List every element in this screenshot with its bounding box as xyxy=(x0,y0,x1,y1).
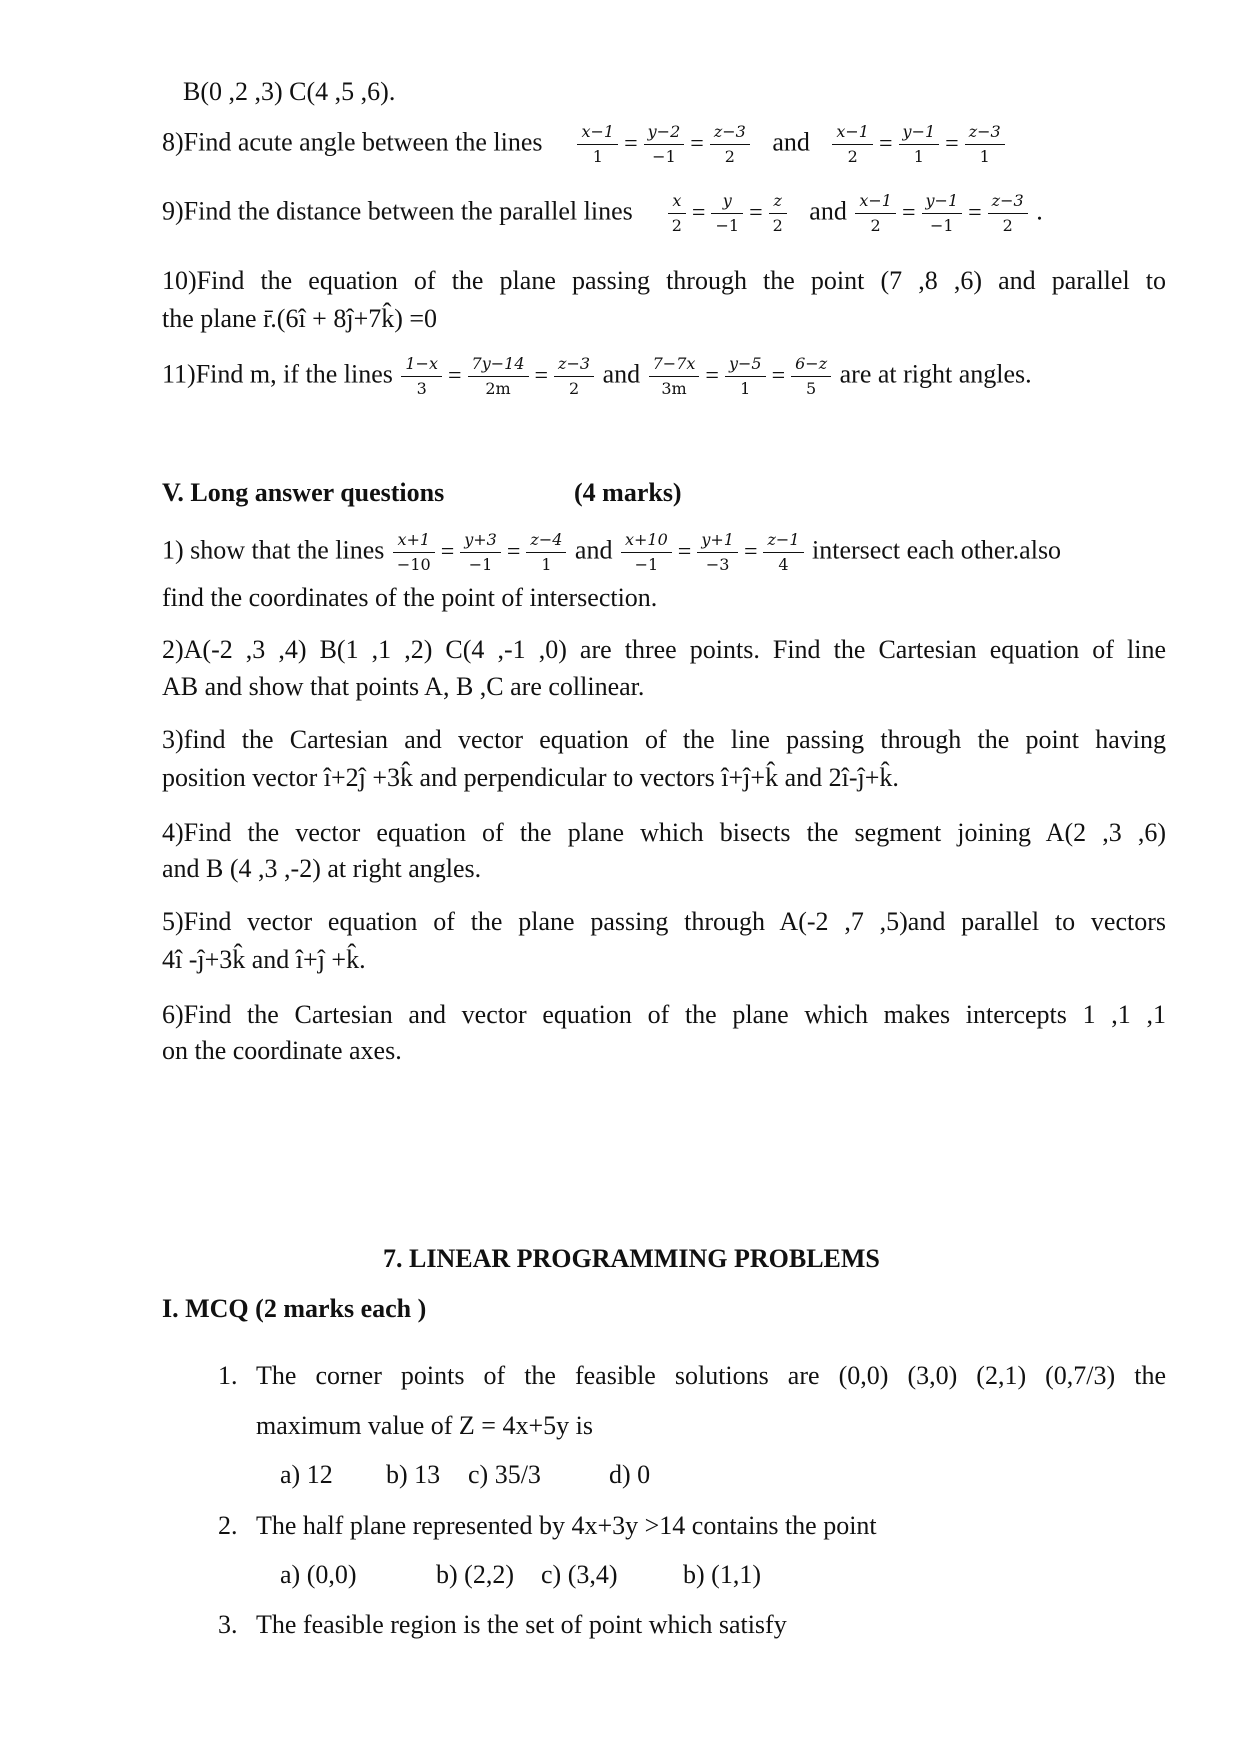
fraction: $\frac{y-1}{-1}$ xyxy=(922,193,963,234)
fraction: $\frac{7-7x}{3m}$ xyxy=(649,356,700,397)
fraction: $\frac{z-3}{2}$ xyxy=(554,356,594,397)
mcq-option: b) (1,1) xyxy=(683,1560,761,1589)
question-9: 9)Find the distance between the parallel lines $\frac{x}{2}$ = $\frac{y}{-1}$ = $\frac{z}{2}$ and $\frac{x-1}{2}$ = $\frac{y-1}{-1}$ = $\frac{z-3}{2}$ . xyxy=(162,191,1043,235)
mcq-option: c) (3,4) xyxy=(541,1560,618,1589)
fraction: $\frac{x-1}{2}$ xyxy=(855,193,896,234)
long-question-2-line-1: 2)A(-2 ,3 ,4) B(1 ,1 ,2) C(4 ,-1 ,0) are three points. Find the Cartesian equation of line xyxy=(162,635,1166,664)
mcq-number: 2. xyxy=(218,1511,238,1540)
long-question-5-line-2: 4î -ĵ+3k̂ and î+ĵ +k̂. xyxy=(162,945,366,974)
mcq-1-line-1: The corner points of the feasible solutions are (0,0) (3,0) (2,1) (0,7/3) the xyxy=(256,1361,1166,1390)
long-question-3-line-1: 3)find the Cartesian and vector equation of the line passing through the point having xyxy=(162,725,1166,754)
mcq-option: b) (2,2) xyxy=(436,1560,514,1589)
fraction: $\frac{z-3}{2}$ xyxy=(710,124,750,165)
fraction: $\frac{z-3}{2}$ xyxy=(988,193,1028,234)
long-question-3-line-2: position vector î+2ĵ +3k̂ and perpendicular to vectors î+ĵ+k̂ and 2î-ĵ+k̂. xyxy=(162,763,899,792)
mcq-number: 3. xyxy=(218,1610,238,1639)
section-v-heading: V. Long answer questions xyxy=(162,478,445,507)
fraction: $\frac{x+10}{-1}$ xyxy=(621,532,672,573)
fraction: $\frac{y-2}{-1}$ xyxy=(644,124,685,165)
fraction: $\frac{x-1}{2}$ xyxy=(832,124,873,165)
question-10-line-1: 10)Find the equation of the plane passing through the point (7 ,8 ,6) and parallel to xyxy=(162,266,1166,295)
text-line: B(0 ,2 ,3) C(4 ,5 ,6). xyxy=(183,77,396,106)
question-10-line-2: the plane r̄.(6î + 8ĵ+7k̂) =0 xyxy=(162,304,438,333)
fraction: $\frac{y-1}{1}$ xyxy=(899,124,940,165)
fraction: $\frac{y}{-1}$ xyxy=(711,193,743,234)
mcq-2-line-1: The half plane represented by 4x+3y >14 contains the point xyxy=(256,1511,877,1540)
mcq-option: c) 35/3 xyxy=(468,1460,541,1489)
long-question-4-line-1: 4)Find the vector equation of the plane which bisects the segment joining A(2 ,3 ,6) xyxy=(162,818,1166,847)
fraction: $\frac{z-1}{4}$ xyxy=(763,532,803,573)
mcq-number: 1. xyxy=(218,1361,238,1390)
section-v-marks: (4 marks) xyxy=(574,478,682,507)
long-question-1: 1) show that the lines $\frac{x+1}{-10}$ = $\frac{y+3}{-1}$ = $\frac{z-4}{1}$ and $\frac{x+10}{-1}$ = $\frac{y+1}{-3}$ = $\frac{z-1}{4}$ intersect each other.also xyxy=(162,530,1062,574)
question-11: 11)Find m, if the lines $\frac{1-x}{3}$ = $\frac{7y-14}{2m}$ = $\frac{z-3}{2}$ and $\frac{7-7x}{3m}$ = $\frac{y-5}{1}$ = $\frac{6-z}{5}$ are at right angles. xyxy=(162,354,1032,398)
fraction: $\frac{y+3}{-1}$ xyxy=(460,532,501,573)
mcq-heading: I. MCQ (2 marks each ) xyxy=(162,1294,427,1323)
long-question-4-line-2: and B (4 ,3 ,-2) at right angles. xyxy=(162,854,482,883)
long-question-1-line-2: find the coordinates of the point of intersection. xyxy=(162,583,658,612)
fraction: $\frac{x-1}{1}$ xyxy=(577,124,618,165)
mcq-1-line-2: maximum value of Z = 4x+5y is xyxy=(256,1411,593,1440)
mcq-option: a) 12 xyxy=(280,1460,333,1489)
fraction: $\frac{y-5}{1}$ xyxy=(725,356,766,397)
fraction: $\frac{x}{2}$ xyxy=(668,193,686,234)
long-question-2-line-2: AB and show that points A, B ,C are collinear. xyxy=(162,672,645,701)
mcq-3-line-1: The feasible region is the set of point which satisfy xyxy=(256,1610,787,1639)
question-9-text: 9)Find the distance between the parallel lines xyxy=(162,196,633,226)
fraction: $\frac{z}{2}$ xyxy=(769,193,787,234)
chapter-title: 7. LINEAR PROGRAMMING PROBLEMS xyxy=(383,1244,880,1273)
long-question-5-line-1: 5)Find vector equation of the plane passing through A(-2 ,7 ,5)and parallel to vectors xyxy=(162,907,1166,936)
fraction: $\frac{y+1}{-3}$ xyxy=(697,532,738,573)
vector-expression: r̄.(6î + 8ĵ+7k̂) =0 xyxy=(263,304,438,333)
question-11-text: 11)Find m, if the lines xyxy=(162,359,393,389)
long-question-6-line-1: 6)Find the Cartesian and vector equation of the plane which makes intercepts 1 ,1 ,1 xyxy=(162,1000,1166,1029)
fraction: $\frac{1-x}{3}$ xyxy=(401,356,442,397)
fraction: $\frac{6-z}{5}$ xyxy=(791,356,831,397)
question-8: 8)Find acute angle between the lines $\frac{x-1}{1}$ = $\frac{y-2}{-1}$ = $\frac{z-3}{2}$ and $\frac{x-1}{2}$ = $\frac{y-1}{1}$ = $\frac{z-3}{1}$ xyxy=(162,124,1007,165)
question-8-text: 8)Find acute angle between the lines xyxy=(162,127,543,157)
mcq-option: a) (0,0) xyxy=(280,1560,357,1589)
fraction: $\frac{z-4}{1}$ xyxy=(526,532,566,573)
long-question-6-line-2: on the coordinate axes. xyxy=(162,1036,402,1065)
fraction: $\frac{z-3}{1}$ xyxy=(965,124,1005,165)
fraction: $\frac{7y-14}{2m}$ xyxy=(468,356,529,397)
mcq-option: d) 0 xyxy=(609,1460,651,1489)
mcq-option: b) 13 xyxy=(386,1460,441,1489)
fraction: $\frac{x+1}{-10}$ xyxy=(393,532,435,573)
